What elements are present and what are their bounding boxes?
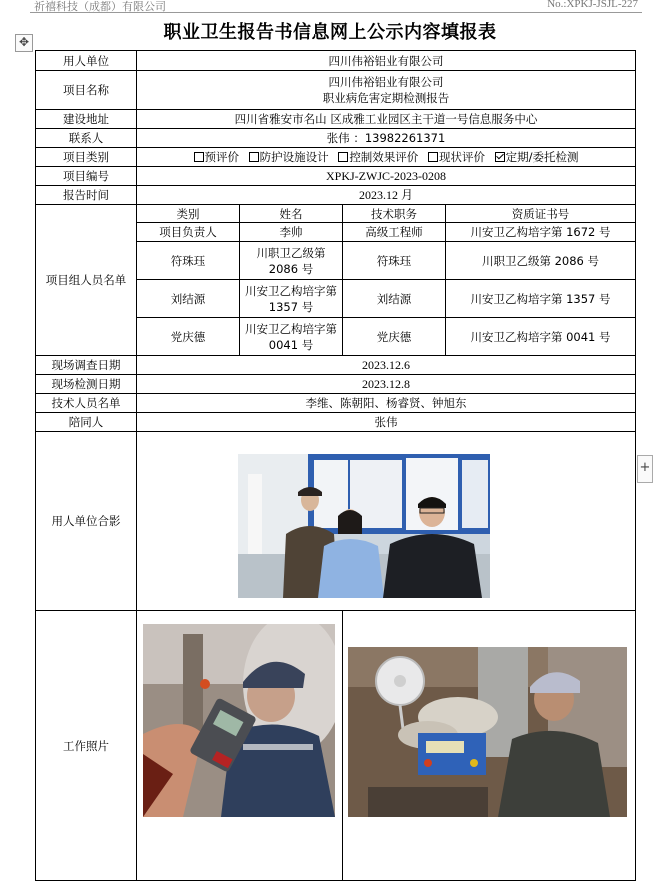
project-no-label: 项目编号: [36, 167, 137, 186]
category-periodic-testing[interactable]: [495, 150, 579, 164]
category-option-label: 现状评价: [438, 150, 485, 164]
survey-date-value: 2023.12.6: [137, 356, 636, 375]
team-cell: 川安卫乙构培字第 1357 号: [446, 280, 636, 318]
team-cell: 符珠珏: [343, 242, 446, 280]
plus-icon: +: [639, 460, 651, 475]
category-status-assessment[interactable]: [428, 150, 485, 164]
report-time-value: 2023.12 月: [137, 186, 636, 205]
project-name-value: [137, 71, 636, 110]
checkbox-icon: [428, 152, 438, 162]
team-cell: 川职卫乙级第 2086 号: [240, 242, 343, 280]
group-photo-image: [238, 454, 490, 598]
team-cell: 项目负责人: [137, 223, 240, 242]
team-cell: 川安卫乙构培字第 1672 号: [446, 223, 636, 242]
companion-label: 陪同人: [36, 413, 137, 432]
address-value: 四川省雅安市名山 区成雅工业园区主干道一号信息服务中心: [137, 110, 636, 129]
category-protection-design[interactable]: [249, 150, 329, 164]
companion-value: 张伟: [137, 413, 636, 432]
team-header-certificate: 资质证书号: [446, 205, 636, 223]
team-cell: 刘结源: [343, 280, 446, 318]
address-label: 建设地址: [36, 110, 137, 129]
work-photo-right-image: [348, 647, 627, 817]
category-pre-assessment[interactable]: [194, 150, 240, 164]
team-cell: 刘结源: [137, 280, 240, 318]
group-photo: [238, 454, 490, 598]
team-cell: 符珠珏: [137, 242, 240, 280]
project-name-line1: 四川伟裕铝业有限公司: [328, 75, 444, 89]
team-label: 项目组人员名单: [36, 205, 137, 356]
work-photo-label: 工作照片: [36, 611, 137, 881]
group-photo-label: 用人单位合影: [36, 432, 137, 611]
checkbox-icon: [249, 152, 259, 162]
team-header-title: 技术职务: [343, 205, 446, 223]
tech-staff-value: 李维、陈朝阳、杨睿贤、钟旭东: [137, 394, 636, 413]
team-cell: 川安卫乙构培字第 0041 号: [446, 318, 636, 356]
contact-value: 张伟 ：13982261371: [137, 129, 636, 148]
category-control-effect[interactable]: [338, 150, 418, 164]
category-option-label: 预评价: [204, 150, 239, 164]
team-cell: 川职卫乙级第 2086 号: [446, 242, 636, 280]
category-option-label: 控制效果评价: [349, 150, 419, 164]
page-title: 职业卫生报告书信息网上公示内容填报表: [163, 22, 497, 43]
work-photo-left-image: [143, 624, 335, 817]
work-photo-right: [348, 647, 627, 817]
test-date-value: 2023.12.8: [137, 375, 636, 394]
project-name-label: 项目名称: [36, 71, 137, 110]
report-time-label: 报告时间: [36, 186, 137, 205]
team-cell: 党庆德: [137, 318, 240, 356]
contact-label: 联系人: [36, 129, 137, 148]
checkbox-icon: [194, 152, 204, 162]
category-option-label: 防护设施设计: [259, 150, 329, 164]
category-options: [137, 148, 636, 167]
team-cell: 李帅: [240, 223, 343, 242]
header-doc-number: No.:XPKJ-JSJL-227: [547, 0, 638, 10]
header-company: 祈禧科技（成都）有限公司: [34, 0, 166, 13]
add-column-button[interactable]: [637, 455, 653, 483]
team-header-category: 类别: [137, 205, 240, 223]
category-option-label: 定期/委托检测: [505, 150, 579, 164]
team-cell: 高级工程师: [343, 223, 446, 242]
team-cell: 川安卫乙构培字第 1357 号: [240, 280, 343, 318]
project-no-value: XPKJ-ZWJC-2023-0208: [137, 167, 636, 186]
team-cell: 党庆德: [343, 318, 446, 356]
survey-date-label: 现场调查日期: [36, 356, 137, 375]
project-name-line2: 职业病危害定期检测报告: [322, 91, 450, 105]
checkbox-checked-icon: [495, 152, 505, 162]
work-photo-left: [143, 624, 335, 817]
team-header-name: 姓名: [240, 205, 343, 223]
checkbox-icon: [338, 152, 348, 162]
move-icon: ✥: [18, 35, 30, 49]
tech-staff-label: 技术人员名单: [36, 394, 137, 413]
employer-label: 用人单位: [36, 51, 137, 71]
test-date-label: 现场检测日期: [36, 375, 137, 394]
employer-value: 四川伟裕铝业有限公司: [137, 51, 636, 71]
team-cell: 川安卫乙构培字第 0041 号: [240, 318, 343, 356]
header-divider: [30, 12, 642, 13]
category-label: 项目类别: [36, 148, 137, 167]
